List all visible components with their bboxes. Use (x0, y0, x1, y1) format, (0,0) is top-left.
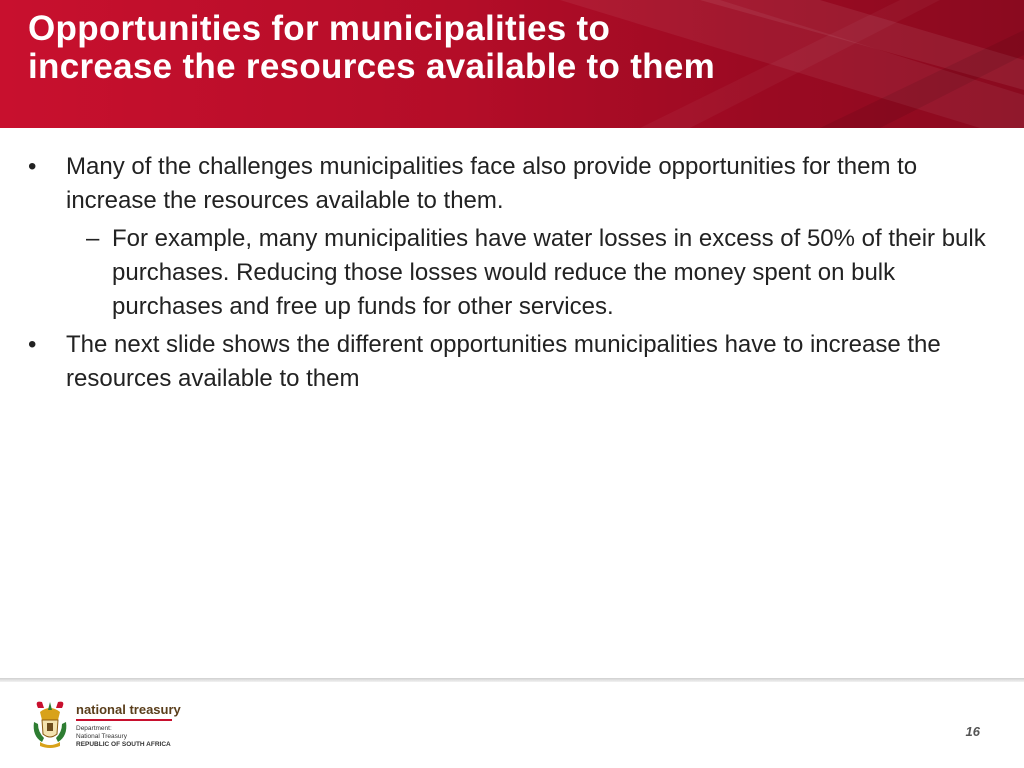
bullet-item (28, 150, 998, 218)
logo-underline (76, 719, 172, 721)
bullet-item (28, 328, 998, 396)
sub-bullet-item (28, 222, 998, 324)
coat-of-arms-icon (30, 698, 70, 750)
logo-department-label: Department: (76, 725, 112, 732)
slide-body (28, 150, 998, 400)
footer-divider (0, 678, 1024, 682)
bullet-text: Many of the challenges municipalities face also provide opportunities for them to increase the resources available to them. (66, 153, 918, 214)
title-banner (0, 0, 1024, 128)
slide-title (28, 10, 988, 86)
bullet-marker: • (28, 153, 37, 180)
sub-bullet-text: For example, many municipalities have water losses in excess of 50% of their bulk purchases. Reducing those losses would reduce the money spent on bulk purchases and free up funds for other services. (112, 225, 986, 320)
slide-title-line-2: increase the resources available to them (28, 47, 716, 86)
bullet-marker: • (28, 331, 37, 358)
bullet-text: The next slide shows the different opportunities municipalities have to increase the resources available to them (66, 331, 941, 392)
national-treasury-logo (30, 698, 180, 754)
logo-wordmark: national treasury (76, 702, 181, 717)
page-number: 16 (965, 724, 980, 739)
slide-title-line-1: Opportunities for municipalities to (28, 9, 611, 48)
sub-bullet-marker: – (86, 225, 100, 252)
logo-department-name: National Treasury (76, 733, 127, 740)
logo-country-name: REPUBLIC OF SOUTH AFRICA (76, 741, 171, 748)
